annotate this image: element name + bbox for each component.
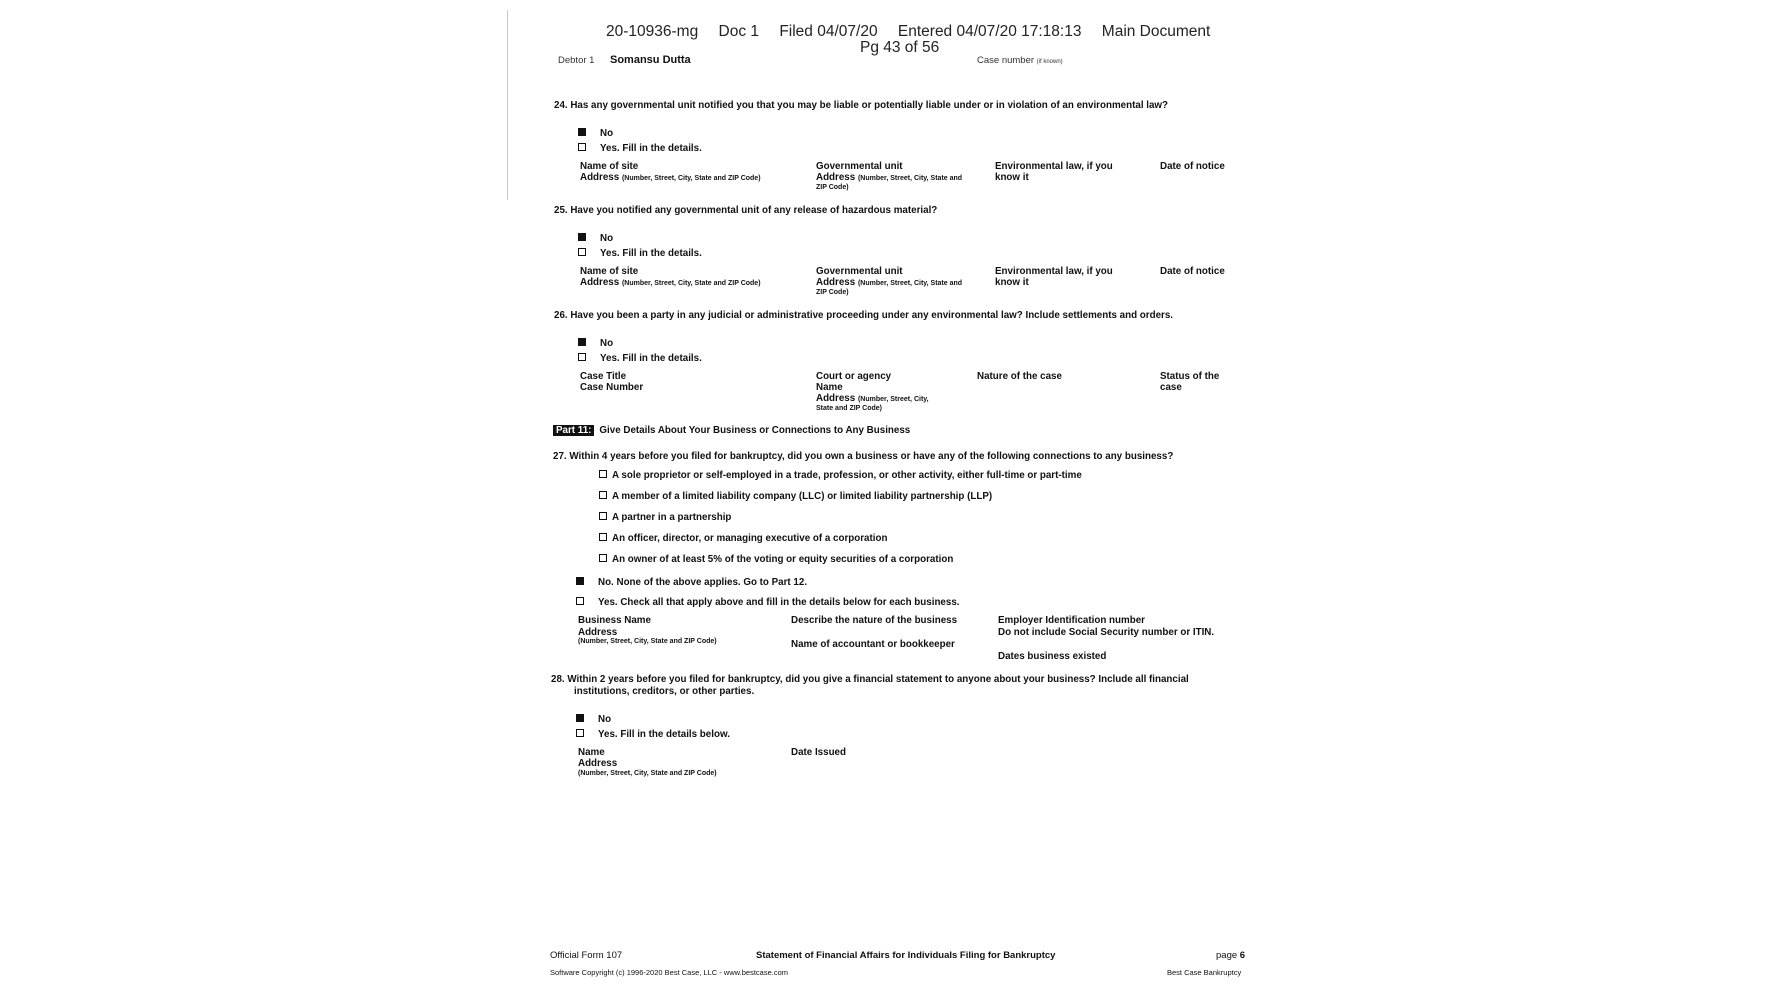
col-27-ein: Employer Identification number [998, 615, 1145, 626]
checkbox-27-yes[interactable] [576, 597, 584, 605]
checkbox-27-opt-4[interactable] [599, 533, 607, 541]
checkbox-27-no[interactable] [576, 577, 584, 585]
question-25: 25. Have you notified any governmental unit of any release of hazardous material? [554, 205, 938, 216]
col-28-address-hint: (Number, Street, City, State and ZIP Code) [578, 770, 717, 777]
col-26-court-address: Address (Number, Street, City, [816, 393, 929, 404]
label-27-opt-2: A member of a limited liability company (LLC) or limited liability partnership (LLP) [612, 491, 993, 502]
question-26: 26. Have you been a party in any judicial or administrative proceeding under any environmental law? Include settlements and orders. [554, 310, 1174, 321]
col-26-nature: Nature of the case [977, 371, 1062, 382]
col-24-gov-unit: Governmental unit [816, 161, 903, 172]
label-28-yes: Yes. Fill in the details below. [598, 729, 730, 740]
col-24-name-of-site: Name of site [580, 161, 639, 172]
part-11-title: Give Details About Your Business or Connections to Any Business [599, 425, 911, 436]
col-27-business-name: Business Name [578, 615, 651, 626]
col-24-date-notice: Date of notice [1160, 161, 1225, 172]
col-27-nature: Describe the nature of the business [791, 615, 958, 626]
checkbox-26-no[interactable] [578, 338, 586, 346]
label-28-no: No [598, 714, 612, 725]
label-25-yes: Yes. Fill in the details. [600, 248, 702, 259]
label-25-no: No [600, 233, 614, 244]
col-24-address: Address (Number, Street, City, State and ZIP Code) [580, 172, 761, 183]
col-25-env-law-2: know it [995, 277, 1029, 288]
col-26-status: Status of the [1160, 371, 1220, 382]
footer-title: Statement of Financial Affairs for Individuals Filing for Bankruptcy [756, 950, 1056, 961]
doc-no: Doc 1 [718, 23, 760, 40]
col-26-court-name: Name [816, 382, 843, 393]
col-25-gov-address-hint2: ZIP Code) [816, 289, 849, 296]
checkbox-27-opt-5[interactable] [599, 554, 607, 562]
checkbox-27-opt-2[interactable] [599, 491, 607, 499]
col-26-case-title: Case Title [580, 371, 627, 382]
checkbox-24-no[interactable] [578, 128, 586, 136]
label-27-opt-3: A partner in a partnership [612, 512, 732, 523]
col-26-case-number: Case Number [580, 382, 644, 393]
case-number-field [977, 55, 1063, 66]
debtor-label: Debtor 1 [558, 55, 595, 66]
col-25-name-of-site: Name of site [580, 266, 639, 277]
checkbox-26-yes[interactable] [578, 353, 586, 361]
col-24-gov-address: Address (Number, Street, City, State and [816, 172, 963, 183]
col-27-ein-note: Do not include Social Security number or ITIN. [998, 627, 1215, 638]
col-27-accountant: Name of accountant or bookkeeper [791, 639, 955, 650]
label-27-opt-4: An officer, director, or managing executive of a corporation [612, 533, 888, 544]
checkbox-27-opt-1[interactable] [599, 470, 607, 478]
question-24: 24. Has any governmental unit notified you that you may be liable or potentially liable under or in violation of an environmental law? [554, 100, 1169, 111]
label-27-yes: Yes. Check all that apply above and fill in the details below for each business. [598, 597, 960, 608]
page-edge-line [507, 10, 508, 200]
part-11-heading [553, 425, 910, 436]
checkbox-27-opt-3[interactable] [599, 512, 607, 520]
label-27-opt-1: A sole proprietor or self-employed in a trade, profession, or other activity, either full-time or part-time [612, 470, 1082, 481]
footer-copyright: Software Copyright (c) 1996-2020 Best Case, LLC - www.bestcase.com [550, 968, 789, 977]
col-25-gov-address: Address (Number, Street, City, State and [816, 277, 963, 288]
footer-form: Official Form 107 [550, 950, 623, 961]
checkbox-25-no[interactable] [578, 233, 586, 241]
label-26-no: No [600, 338, 614, 349]
col-24-env-law: Environmental law, if you [995, 161, 1113, 172]
checkbox-25-yes[interactable] [578, 248, 586, 256]
label-26-yes: Yes. Fill in the details. [600, 353, 702, 364]
col-27-address: Address [578, 627, 618, 638]
main-document: Main Document [1101, 23, 1211, 40]
footer-page: page 6 [1216, 950, 1246, 961]
debtor-name: Somansu Dutta [610, 54, 691, 66]
col-26-court-agency: Court or agency [816, 371, 892, 382]
label-24-yes: Yes. Fill in the details. [600, 143, 702, 154]
entered-date: Entered 04/07/20 17:18:13 [897, 23, 1082, 40]
case-number-label: Case number [977, 55, 1035, 66]
col-25-date-notice: Date of notice [1160, 266, 1225, 277]
case-number-hint: (if known) [1036, 59, 1063, 65]
col-24-gov-address-hint2: ZIP Code) [816, 184, 849, 191]
col-27-address-hint: (Number, Street, City, State and ZIP Code) [578, 638, 717, 645]
col-28-name: Name [578, 747, 605, 758]
question-28: 28. Within 2 years before you filed for bankruptcy, did you give a financial statement to anyone about your business? Include all financial [551, 674, 1189, 685]
col-25-address: Address (Number, Street, City, State and ZIP Code) [580, 277, 761, 288]
question-28-line2: institutions, creditors, or other parties. [574, 686, 755, 697]
filed-date: Filed 04/07/20 [779, 23, 878, 40]
footer-brand: Best Case Bankruptcy [1167, 968, 1242, 977]
label-27-opt-5: An owner of at least 5% of the voting or equity securities of a corporation [612, 554, 954, 565]
page-count: Pg 43 of 56 [860, 39, 940, 56]
question-27: 27. Within 4 years before you filed for bankruptcy, did you own a business or have any of the following connections to any business? [553, 451, 1174, 462]
part-11-tag: Part 11: [553, 425, 594, 436]
label-27-no: No. None of the above applies. Go to Part 12. [598, 577, 808, 588]
col-25-gov-unit: Governmental unit [816, 266, 903, 277]
col-25-env-law: Environmental law, if you [995, 266, 1113, 277]
checkbox-24-yes[interactable] [578, 143, 586, 151]
checkbox-28-no[interactable] [576, 714, 584, 722]
col-26-status-2: case [1160, 382, 1182, 393]
col-27-dates: Dates business existed [998, 651, 1107, 662]
case-no: 20-10936-mg [606, 23, 699, 40]
col-28-address: Address [578, 758, 618, 769]
col-28-date-issued: Date Issued [791, 747, 846, 758]
col-26-court-address-hint2: State and ZIP Code) [816, 405, 882, 412]
col-24-env-law-2: know it [995, 172, 1029, 183]
label-24-no: No [600, 128, 614, 139]
checkbox-28-yes[interactable] [576, 729, 584, 737]
